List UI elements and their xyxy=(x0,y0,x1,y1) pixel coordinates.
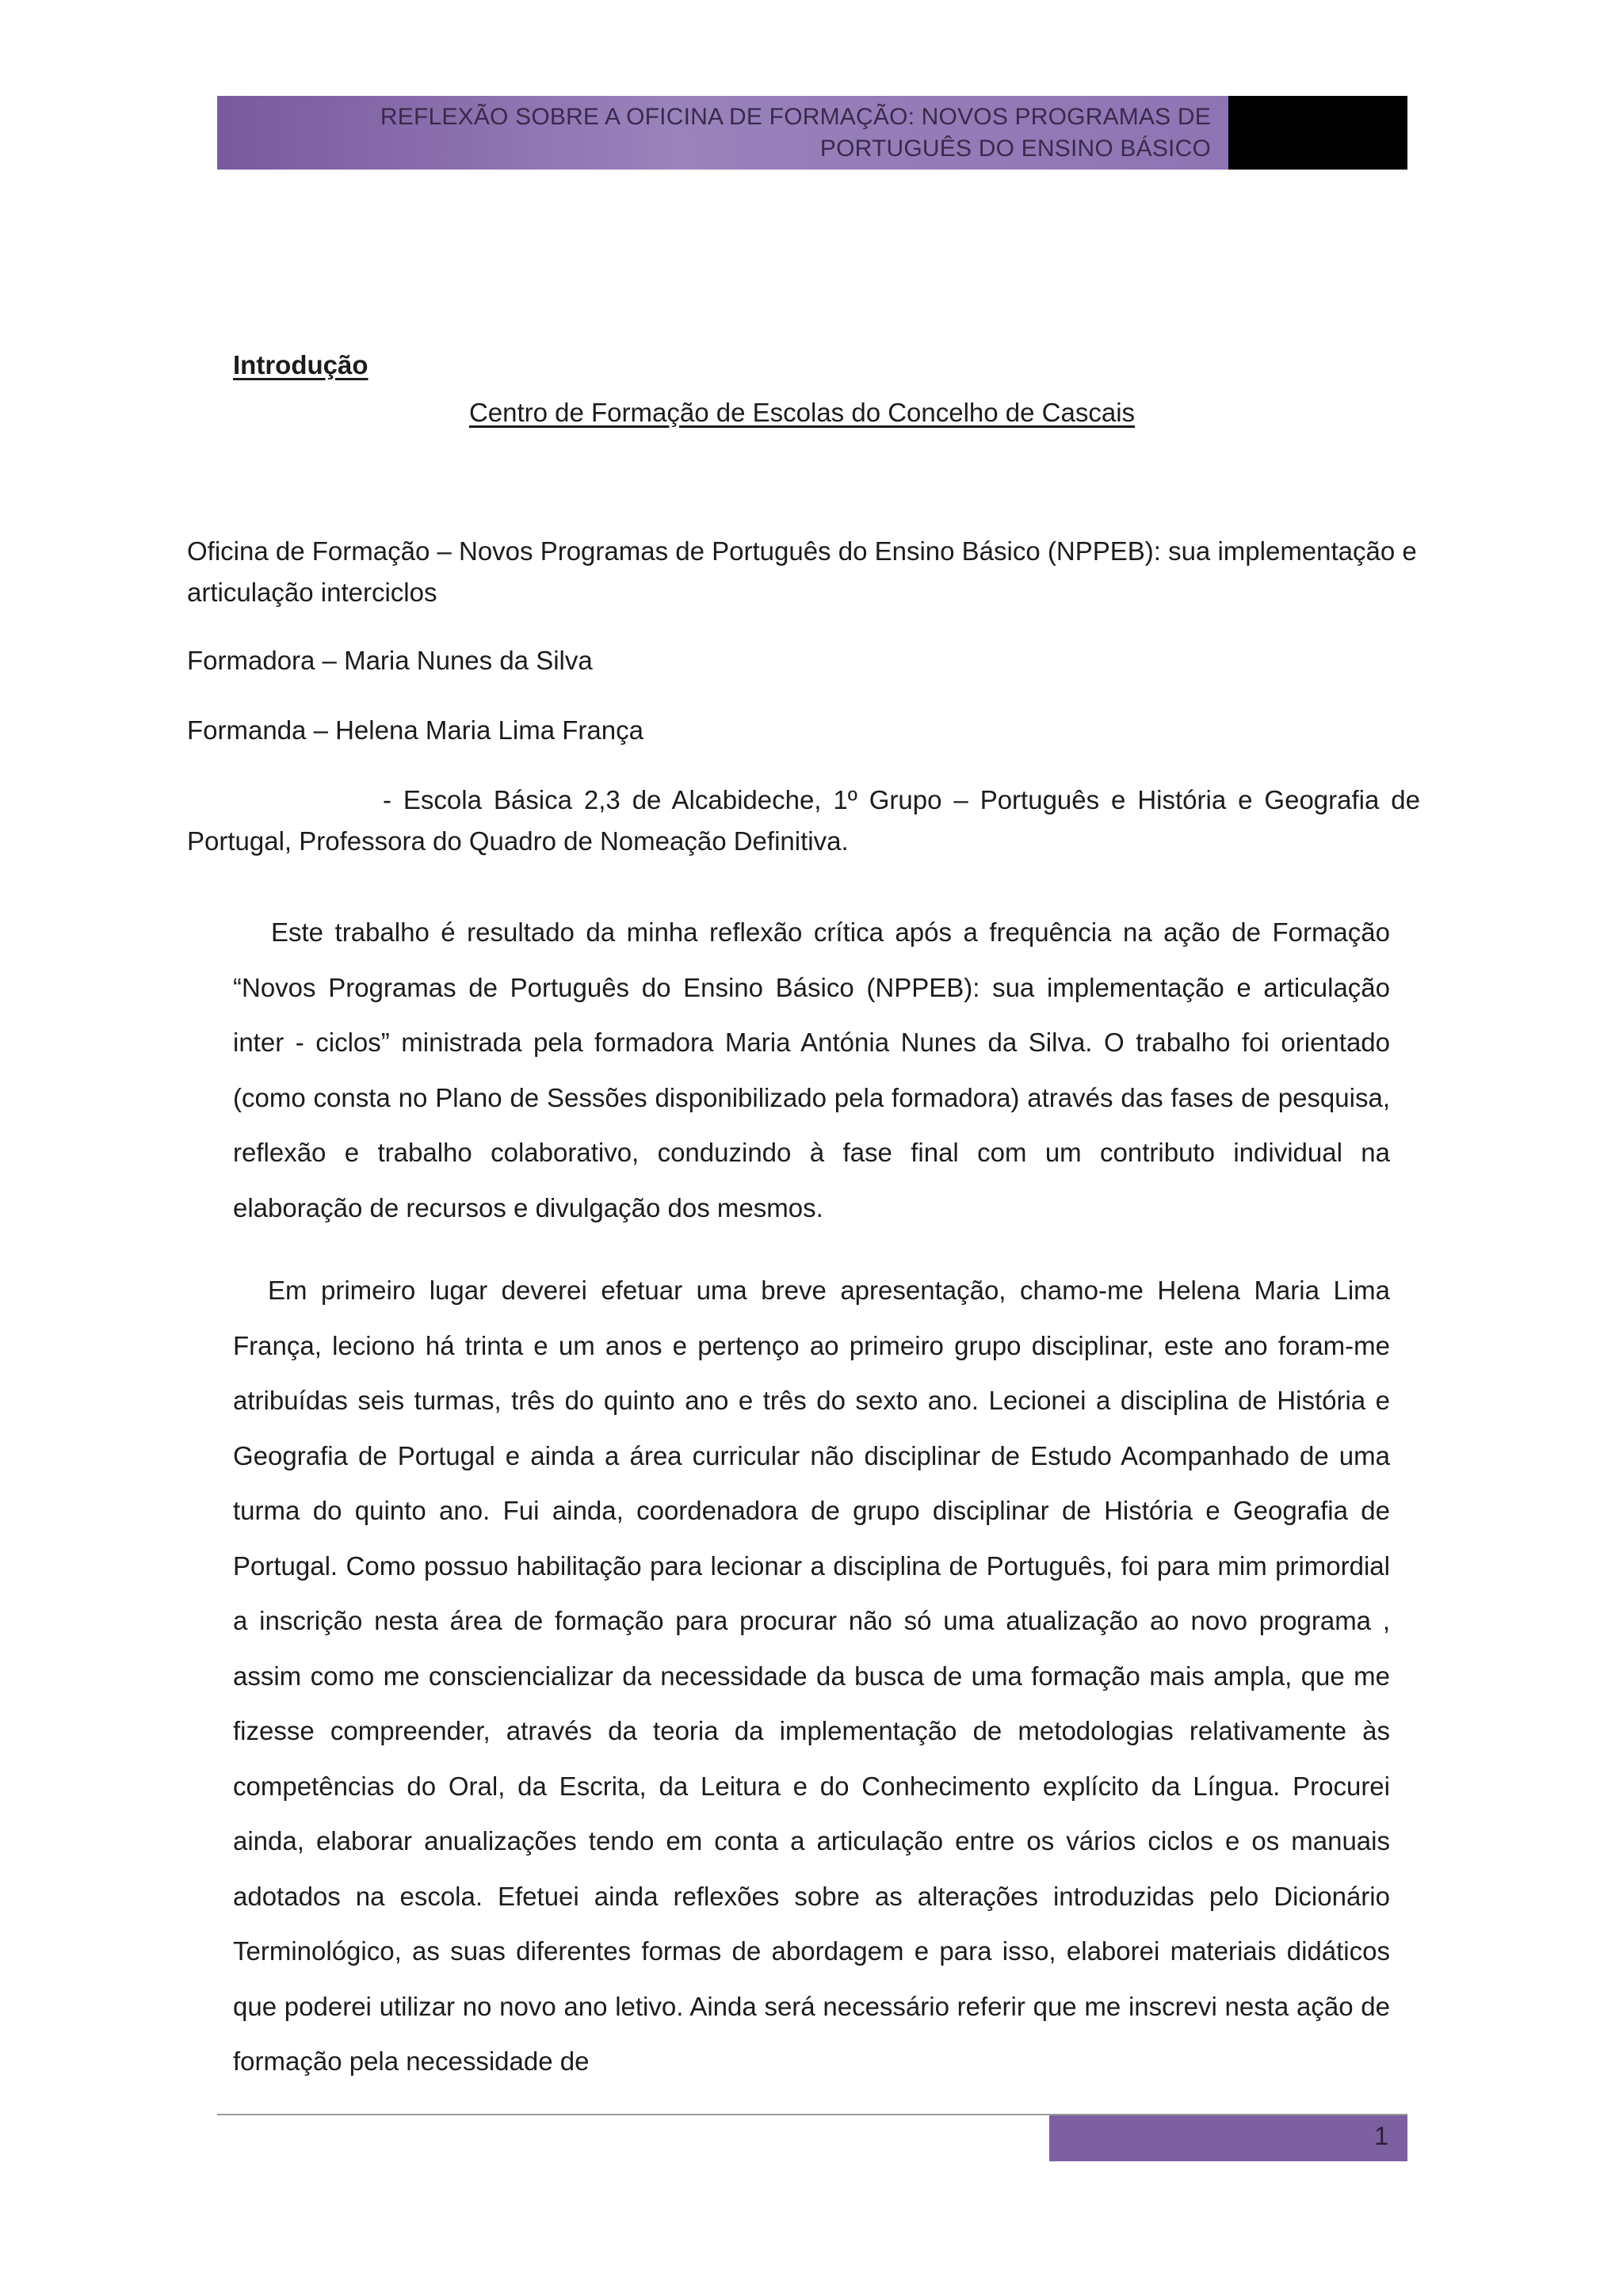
page-header xyxy=(217,96,1407,170)
page-number: 1 xyxy=(1374,2122,1388,2150)
centro-title: Centro de Formação de Escolas do Concelho de Cascais xyxy=(468,398,1136,427)
header-side-block xyxy=(1228,96,1407,170)
header-title-line-1: REFLEXÃO SOBRE A OFICINA DE FORMAÇÃO: NOVOS PROGRAMAS DE xyxy=(380,103,1211,130)
escola-line: - Escola Básica 2,3 de Alcabideche, 1º Grupo – Português e História e Geografia de Portugal, Professora do Quadro de Nomeação Definitiva. xyxy=(187,785,1420,856)
header-title-line-2: PORTUGUÊS DO ENSINO BÁSICO xyxy=(819,135,1211,162)
intro-heading: Introdução xyxy=(233,350,369,379)
body-paragraph-2: Em primeiro lugar deverei efetuar uma breve apresentação, chamo-me Helena Maria Lima França, leciono há trinta e um anos e pertenço ao primeiro grupo disciplinar, este ano foram-me atribuídas seis turmas, três do quinto ano e três do sexto ano. Lecionei a disciplina de História e Geografia de Portugal e ainda a área curricular não disciplinar de Estudo Acompanhado de uma turma do quinto ano. Fui ainda, coordenadora de grupo disciplinar de História e Geografia de Portugal. Como possuo habilitação para lecionar a disciplina de Português, foi para mim primordial a inscrição nesta área de formação para procurar não só uma atualização ao novo programa , assim como me consciencializar da necessidade da busca de uma formação mais ampla, que me fizesse compreender, através da teoria da implementação de metodologias relativamente às competências do Oral, da Escrita, da Leitura e do Conhecimento explícito da Língua. Procurei ainda, elaborar anualizações tendo em conta a articulação entre os vários ciclos e os manuais adotados na escola. Efetuei ainda reflexões sobre as alterações introduzidas pelo Dicionário Terminológico, as suas diferentes formas de abordagem e para isso, elaborei materiais didáticos que poderei utilizar no novo ano letivo. Ainda será necessário referir que me inscrevi nesta ação de formação pela necessidade de xyxy=(233,1276,1390,2076)
formadora-line: Formadora – Maria Nunes da Silva xyxy=(187,646,593,675)
centro-title-row xyxy=(0,385,1623,441)
header-title-block xyxy=(217,96,1228,170)
footer-page-box xyxy=(1049,2115,1407,2161)
body-paragraph-1: Este trabalho é resultado da minha reflexão crítica após a frequência na ação de Formação “Novos Programas de Português do Ensino Básico (NPPEB): sua implementação e articulação inter - ciclos” ministrada pela formadora Maria Antónia Nunes da Silva. O trabalho foi orientado (como consta no Plano de Sessões disponibilizado pela formadora) através das fases de pesquisa, reflexão e trabalho colaborativo, conduzindo à fase final com um contributo individual na elaboração de recursos e divulgação dos mesmos. xyxy=(233,917,1390,1222)
formanda-line: Formanda – Helena Maria Lima França xyxy=(187,715,643,745)
oficina-line: Oficina de Formação – Novos Programas de Português do Ensino Básico (NPPEB): sua implementação e articulação interciclos xyxy=(187,536,1417,607)
